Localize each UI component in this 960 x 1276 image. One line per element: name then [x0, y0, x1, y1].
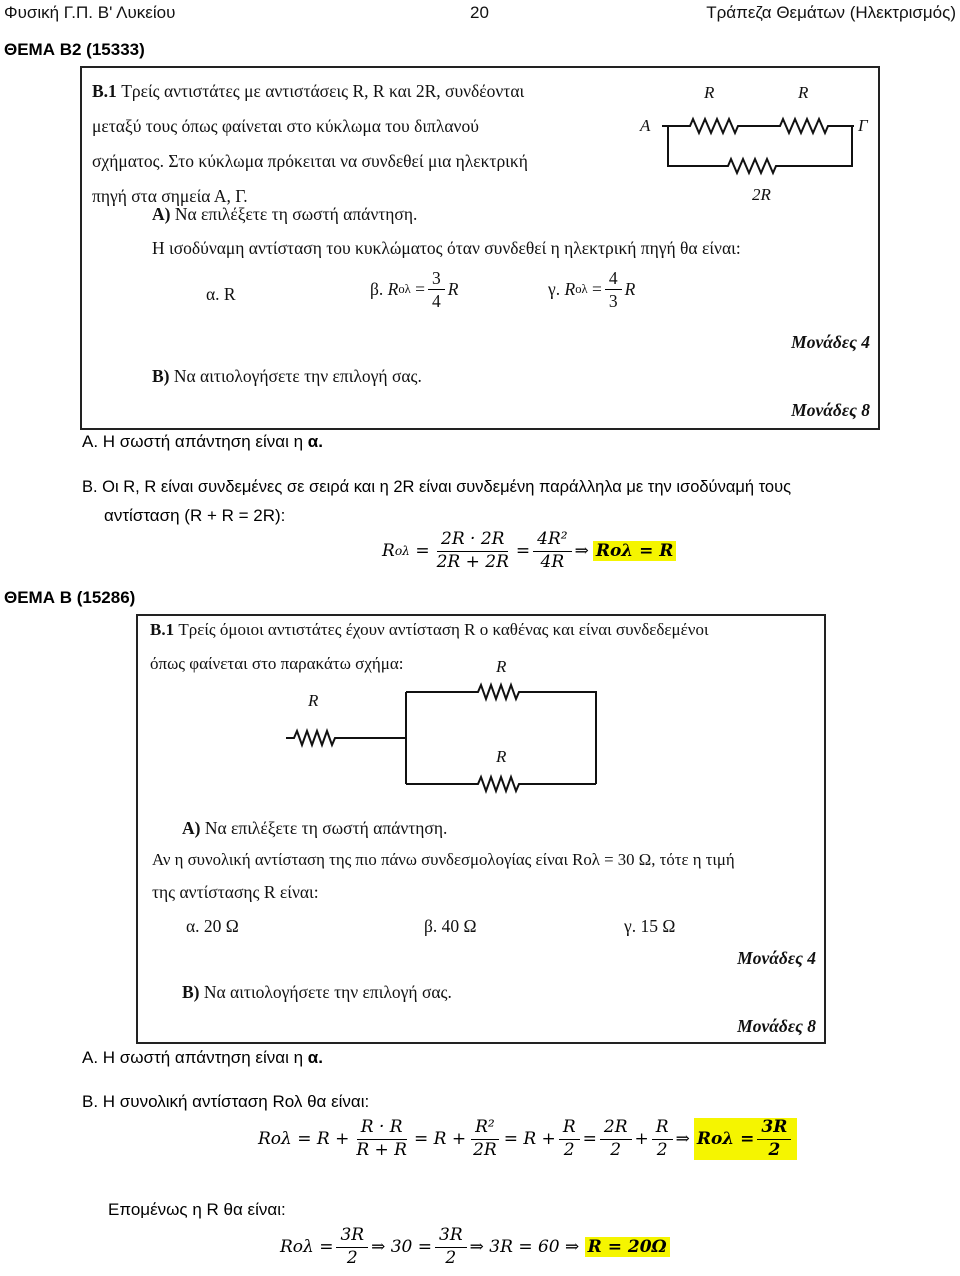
theme2-statement1: Αν η συνολική αντίσταση της πιο πάνω συνδεσμολογίας είναι Rολ = 30 Ω, τότε η τιμή	[152, 850, 735, 869]
node-a-label: Α	[640, 116, 651, 135]
option-b-40: β. 40 Ω	[424, 916, 477, 936]
theme2-answer-b: Β. Η συνολική αντίσταση Rολ θα είναι:	[82, 1092, 370, 1111]
theme2-circuit-diagram	[286, 656, 706, 816]
page-number: 20	[470, 3, 489, 22]
theme1-answer-b-line1: Β. Οι R, R είναι συνδεμένες σε σειρά και η 2R είναι συνδεμένη παράλληλα με την ισοδύναμή τους	[82, 478, 792, 496]
theme1-part-b: Β) Να αιτιολογήσετε την επιλογή σας.	[152, 366, 422, 386]
option-c-15: γ. 15 Ω	[624, 916, 676, 936]
theme2-marks-a: Μονάδες 4	[737, 948, 816, 968]
theme1-marks-b: Μονάδες 8	[791, 400, 870, 420]
theme1-question-box	[80, 66, 880, 430]
series-resistor	[286, 731, 406, 745]
resistor-series-label: R	[308, 691, 319, 710]
theme1-result-highlight: Rολ = R	[593, 541, 677, 561]
resistor-r2-label: R	[798, 83, 809, 102]
theme2-question-line2: όπως φαίνεται στο παρακάτω σχήμα:	[150, 654, 404, 673]
theme2-result1-highlight: Rολ = $\frac{3R}{2}$	[694, 1118, 798, 1160]
resistor-top-label: R	[496, 657, 507, 676]
option-b: β. R ολ = $\frac{3}{4}$ R	[370, 268, 459, 312]
theme2-equation1: Rολ = R + $\frac{R \cdot R}{R + R}$ = R + $\frac{\text{R²}}{2R}$ = R + $\frac{R}{2}$ = $\frac{2R}{2}$ + $\frac{R}{2}$ ⇒ Rολ = $\frac{3R}{2}$	[258, 1118, 797, 1160]
theme1-equation: R ολ = $\frac{2R \cdot 2R}{2R + 2R}$ = $\frac{\text{4R²}}{4R}$ ⇒ Rολ = R	[382, 530, 676, 572]
resistor-bottom-label: R	[496, 747, 507, 766]
theme1-answer-b-line2: αντίσταση (R + R = 2R):	[104, 506, 286, 525]
theme1-part-a: Α) Να επιλέξετε τη σωστή απάντηση.	[152, 204, 418, 224]
theme2-part-b: Β) Να αιτιολογήσετε την επιλογή σας.	[182, 982, 452, 1002]
theme1-marks-a: Μονάδες 4	[791, 332, 870, 352]
theme1-circuit-diagram	[642, 76, 872, 206]
theme2-part-a: Α) Να επιλέξετε τη σωστή απάντηση.	[182, 818, 448, 838]
theme2-question-line1: B.1 Τρείς όμοιοι αντιστάτες έχουν αντίσταση R ο καθένας και είναι συνδεδεμένοι	[150, 620, 709, 639]
question-label: B.1	[92, 81, 117, 101]
theme1-answer-a: Α. Η σωστή απάντηση είναι η α.	[82, 432, 323, 451]
resistor-2r-label: 2R	[752, 185, 771, 204]
theme1-title: ΘΕΜΑ Β2 (15333)	[4, 40, 145, 59]
header-bank-title: Τράπεζα Θεμάτων (Ηλεκτρισμός)	[706, 3, 956, 22]
theme2-statement2: της αντίστασης R είναι:	[152, 882, 319, 902]
option-a: α. R	[206, 284, 236, 304]
series-resistors	[662, 119, 854, 133]
theme2-result2-highlight: R = 20Ω	[585, 1237, 670, 1257]
theme2-marks-b: Μονάδες 8	[737, 1016, 816, 1036]
option-c: γ. R ολ = $\frac{4}{3}$ R	[548, 268, 636, 312]
node-g-label: Γ	[858, 116, 868, 135]
bottom-branch	[406, 777, 596, 791]
theme1-statement: Η ισοδύναμη αντίσταση του κυκλώματος όταν συνδεθεί η ηλεκτρική πηγή θα είναι:	[152, 238, 741, 258]
theme2-title: ΘΕΜΑ Β (15286)	[4, 588, 136, 607]
resistor-r1-label: R	[704, 83, 715, 102]
theme2-therefore: Επομένως η R θα είναι:	[108, 1200, 286, 1219]
header-subject: Φυσική Γ.Π. Β' Λυκείου	[4, 3, 176, 22]
option-a-20: α. 20 Ω	[186, 916, 239, 936]
theme2-answer-a: Α. Η σωστή απάντηση είναι η α.	[82, 1048, 323, 1067]
theme2-question-box	[136, 614, 826, 1044]
theme1-question-text: B.1 Τρείς αντιστάτες με αντιστάσεις R, R και 2R, συνδέονται μεταξύ τους όπως φαίνεται στο κύκλωμα του διπλανού σχήματος. Στο κύκλωμα πρόκειται να συνδεθεί μια ηλεκτρική πηγή στα σημεία Α, Γ.	[92, 81, 528, 206]
top-branch	[406, 685, 596, 784]
theme2-equation2: Rολ = $\frac{3R}{2}$ ⇒ 30 = $\frac{3R}{2}$ ⇒ 3R = 60 ⇒ R = 20Ω	[280, 1226, 670, 1268]
